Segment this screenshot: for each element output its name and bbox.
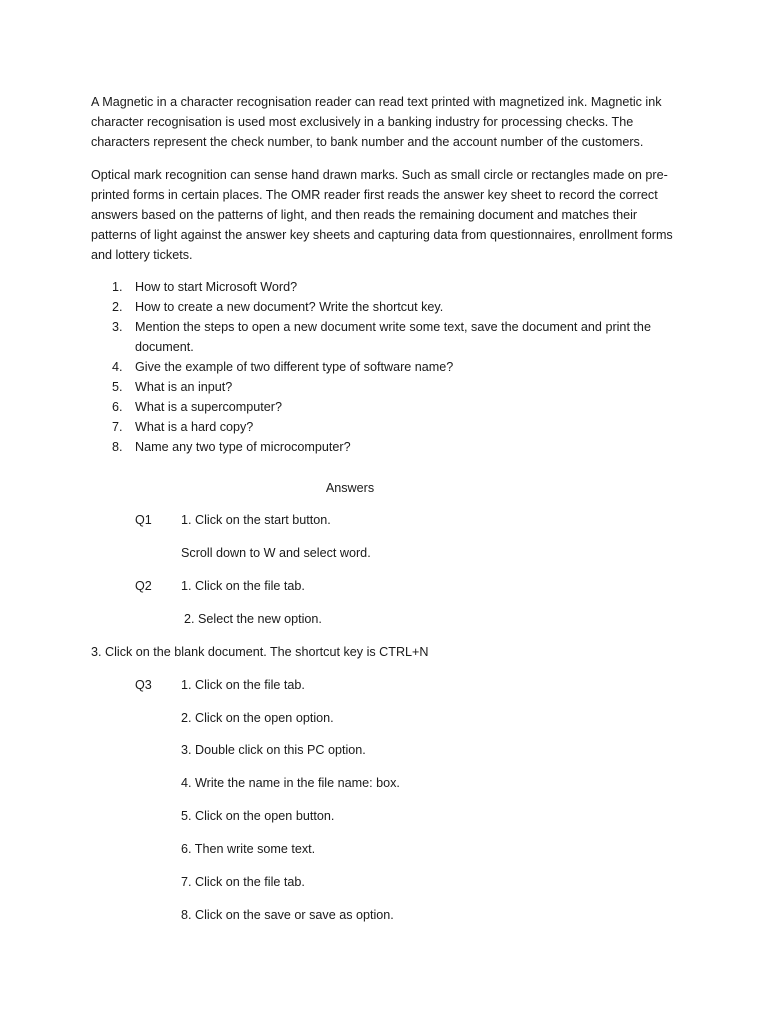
question-text: How to create a new document? Write the shortcut key. [135,300,444,314]
paragraph-omr: Optical mark recognition can sense hand drawn marks. Such as small circle or rectangles made on pre-printed forms in certain places. The OMR reader first reads the answer key sheet to record the correct answers based on the patterns of light, and then reads the remaining document and matches their patterns of light against the answer key sheets and capturing data from questionnaires, enrollment forms and lottery tickets. [91,168,673,262]
question-number: 8. [112,440,123,454]
answer-line: 2. Click on the open option. [181,711,334,725]
question-item [91,297,681,317]
question-text: Mention the steps to open a new document write some text, save the document and print the document. [135,320,651,354]
question-number: 3. [112,320,123,334]
answer-line: 2. Select the new option. [184,612,322,626]
answer-label-q3: Q3 [135,678,152,692]
answers-heading-text: Answers [325,481,375,495]
answer-line: 5. Click on the open button. [181,809,335,823]
answer-line: 3. Double click on this PC option. [181,743,366,757]
answer-line: 1. Click on the file tab. [181,579,305,593]
question-number: 7. [112,420,123,434]
question-item [91,377,681,397]
answer-label-q1: Q1 [135,513,152,527]
question-item [91,417,681,437]
question-text: What is a hard copy? [135,420,254,434]
answer-line: 1. Click on the start button. [181,513,331,527]
question-item [91,317,681,357]
question-number: 5. [112,380,123,394]
answer-line: Scroll down to W and select word. [181,546,371,560]
question-number: 4. [112,360,123,374]
question-item [91,397,681,417]
question-number: 6. [112,400,123,414]
question-text: Give the example of two different type of software name? [135,360,454,374]
answer-line: 6. Then write some text. [181,842,316,856]
paragraph-micr: A Magnetic in a character recognisation reader can read text printed with magnetized ink. Magnetic ink character recognisation is used most exclusively in a banking industry for processing checks. The characters represent the check number, to bank number and the account number of the customers. [91,95,662,149]
question-number: 2. [112,300,123,314]
question-number: 1. [112,280,123,294]
answer-line: 1. Click on the file tab. [181,678,305,692]
question-text: What is an input? [135,380,233,394]
answer-line: 3. Click on the blank document. The shortcut key is CTRL+N [91,645,429,659]
question-text: What is a supercomputer? [135,400,282,414]
answer-label-q2: Q2 [135,579,152,593]
answer-line: 8. Click on the save or save as option. [181,908,394,922]
answers-heading [0,478,680,498]
question-item [91,357,681,377]
question-list [91,277,681,457]
question-text: Name any two type of microcomputer? [135,440,351,454]
question-item [91,277,681,297]
question-text: How to start Microsoft Word? [135,280,298,294]
answer-line: 7. Click on the file tab. [181,875,305,889]
question-item [91,437,681,457]
answer-line: 4. Write the name in the file name: box. [181,776,400,790]
